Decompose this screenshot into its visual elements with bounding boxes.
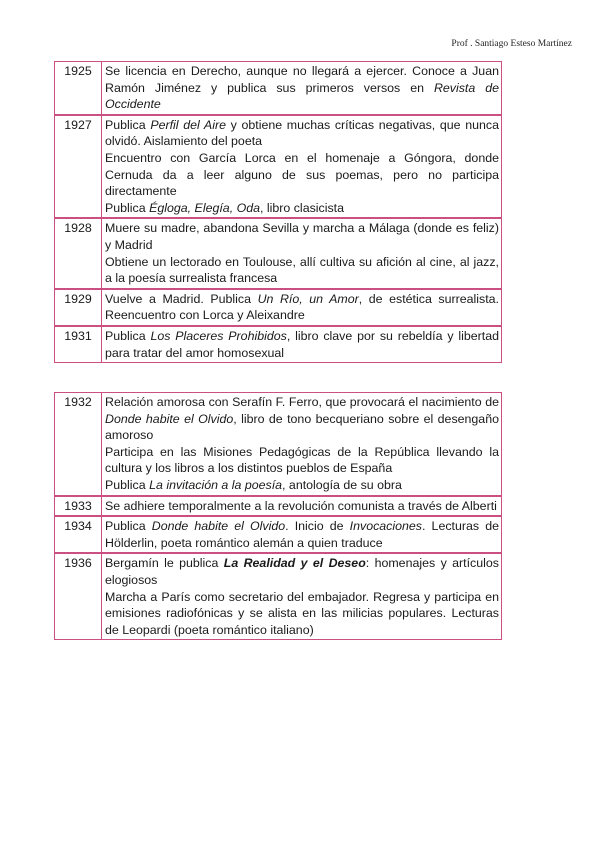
entry-text: Bergamín le publica (105, 556, 224, 571)
entry-text: Se adhiere temporalmente a la revolución comunista a través de Alberti (105, 498, 497, 513)
entry-text: Relación amorosa con Serafín F. Ferro, que provocará el nacimiento de (105, 395, 499, 409)
entry-text: Marcha a París como secretario del embajador. Regresa y participa en emisiones radiofónicas y se alista en las milicias populares. Lecturas de Leopardi (poeta romántico italiano) (105, 589, 499, 637)
event-paragraph (105, 220, 499, 253)
event-cell (102, 516, 502, 553)
event-paragraph (105, 444, 499, 477)
event-paragraph (105, 555, 499, 588)
event-cell (102, 393, 502, 496)
event-cell (102, 218, 502, 288)
entry-text: Publica (105, 117, 151, 132)
entry-text: : homenajes y artículos elogiosos (105, 556, 499, 587)
year-cell: 1934 (55, 516, 102, 553)
book-title: Revista de Occidente (105, 80, 499, 112)
event-cell (102, 553, 502, 639)
entry-text: , libro de tono becqueriano sobre el desengaño amoroso (105, 411, 499, 443)
table-row (55, 289, 502, 326)
year-cell: 1933 (55, 496, 102, 517)
book-title: Los Placeres Prohibidos (150, 328, 287, 343)
entry-text: Muere su madre, abandona Sevilla y marcha a Málaga (donde es feliz) y Madrid (105, 221, 499, 252)
year-cell: 1928 (55, 218, 102, 288)
event-paragraph (105, 394, 499, 444)
event-paragraph (105, 254, 499, 287)
entry-text: . Lecturas de Hölderlin, poeta romántico alemán a quien traduce (105, 519, 499, 550)
event-cell (102, 496, 502, 517)
book-title: Égloga, Elegía, Oda (149, 200, 260, 215)
entry-text: Obtiene un lectorado en Toulouse, allí cultiva su afición al cine, al jazz, a la poesía surrealista francesa (105, 254, 499, 286)
entry-text: , de estética surrealista. Reencuentro con Lorca y Aleixandre (105, 291, 499, 323)
book-title: Donde habite el Olvido (105, 411, 234, 426)
entry-text: Participa en las Misiones Pedagógicas de la República llevando la cultura y los libros a los distintos pueblos de España (105, 444, 499, 476)
entry-text: Publica (105, 477, 150, 492)
event-cell (102, 115, 502, 219)
event-paragraph (105, 200, 499, 217)
chronology-table-2 (54, 392, 502, 640)
entry-text: y obtiene muchas críticas negativas, que nunca olvidó. Aislamiento del poeta (105, 117, 499, 149)
event-paragraph (105, 291, 499, 324)
year-cell: 1929 (55, 289, 102, 326)
year-cell: 1925 (55, 62, 102, 115)
event-paragraph (105, 498, 499, 515)
table-row (55, 326, 502, 363)
chronology-table-1 (54, 61, 502, 363)
book-title: Donde habite el Olvido (151, 519, 286, 534)
year-cell: 1932 (55, 393, 102, 496)
book-title: La Realidad y el Deseo (223, 556, 366, 571)
table-row (55, 496, 502, 517)
event-paragraph (105, 117, 499, 150)
entry-text: Publica (105, 519, 152, 534)
event-paragraph (105, 63, 499, 113)
entry-text: Publica (105, 328, 151, 343)
book-title: La invitación a la poesía (149, 477, 283, 492)
year-cell: 1927 (55, 115, 102, 219)
table-row (55, 115, 502, 219)
year-cell: 1936 (55, 553, 102, 639)
event-cell (102, 289, 502, 326)
book-title: Invocaciones (349, 519, 422, 534)
event-paragraph (105, 150, 499, 200)
entry-text: , antología de su obra (282, 477, 402, 492)
entry-text: Vuelve a Madrid. Publica (105, 291, 258, 306)
book-title: Un Río, un Amor (257, 291, 359, 306)
page-header-author: Prof . Santiago Esteso Martínez (451, 39, 572, 49)
entry-text: Se licencia en Derecho, aunque no llegará a ejercer. Conoce a Juan Ramón Jiménez y publica sus primeros versos en (105, 64, 499, 95)
table-row (55, 62, 502, 115)
entry-text: , libro clasicista (260, 200, 345, 215)
year-cell: 1931 (55, 326, 102, 363)
table-row (55, 516, 502, 553)
table-row (55, 393, 502, 496)
entry-text: , libro clave por su rebeldía y libertad para tratar del amor homosexual (105, 328, 499, 360)
table-row (55, 553, 502, 639)
event-cell (102, 326, 502, 363)
entry-text: Encuentro con García Lorca en el homenaje a Góngora, donde Cernuda da a leer alguno de sus poemas, pero no participa directamente (105, 150, 499, 199)
book-title: Perfil del Aire (150, 117, 226, 132)
entry-text: . Inicio de (285, 519, 350, 534)
event-paragraph (105, 328, 499, 361)
entry-text: Publica (105, 200, 150, 215)
table-row (55, 218, 502, 288)
event-paragraph (105, 589, 499, 639)
event-cell (102, 62, 502, 115)
event-paragraph (105, 518, 499, 551)
event-paragraph (105, 477, 499, 494)
